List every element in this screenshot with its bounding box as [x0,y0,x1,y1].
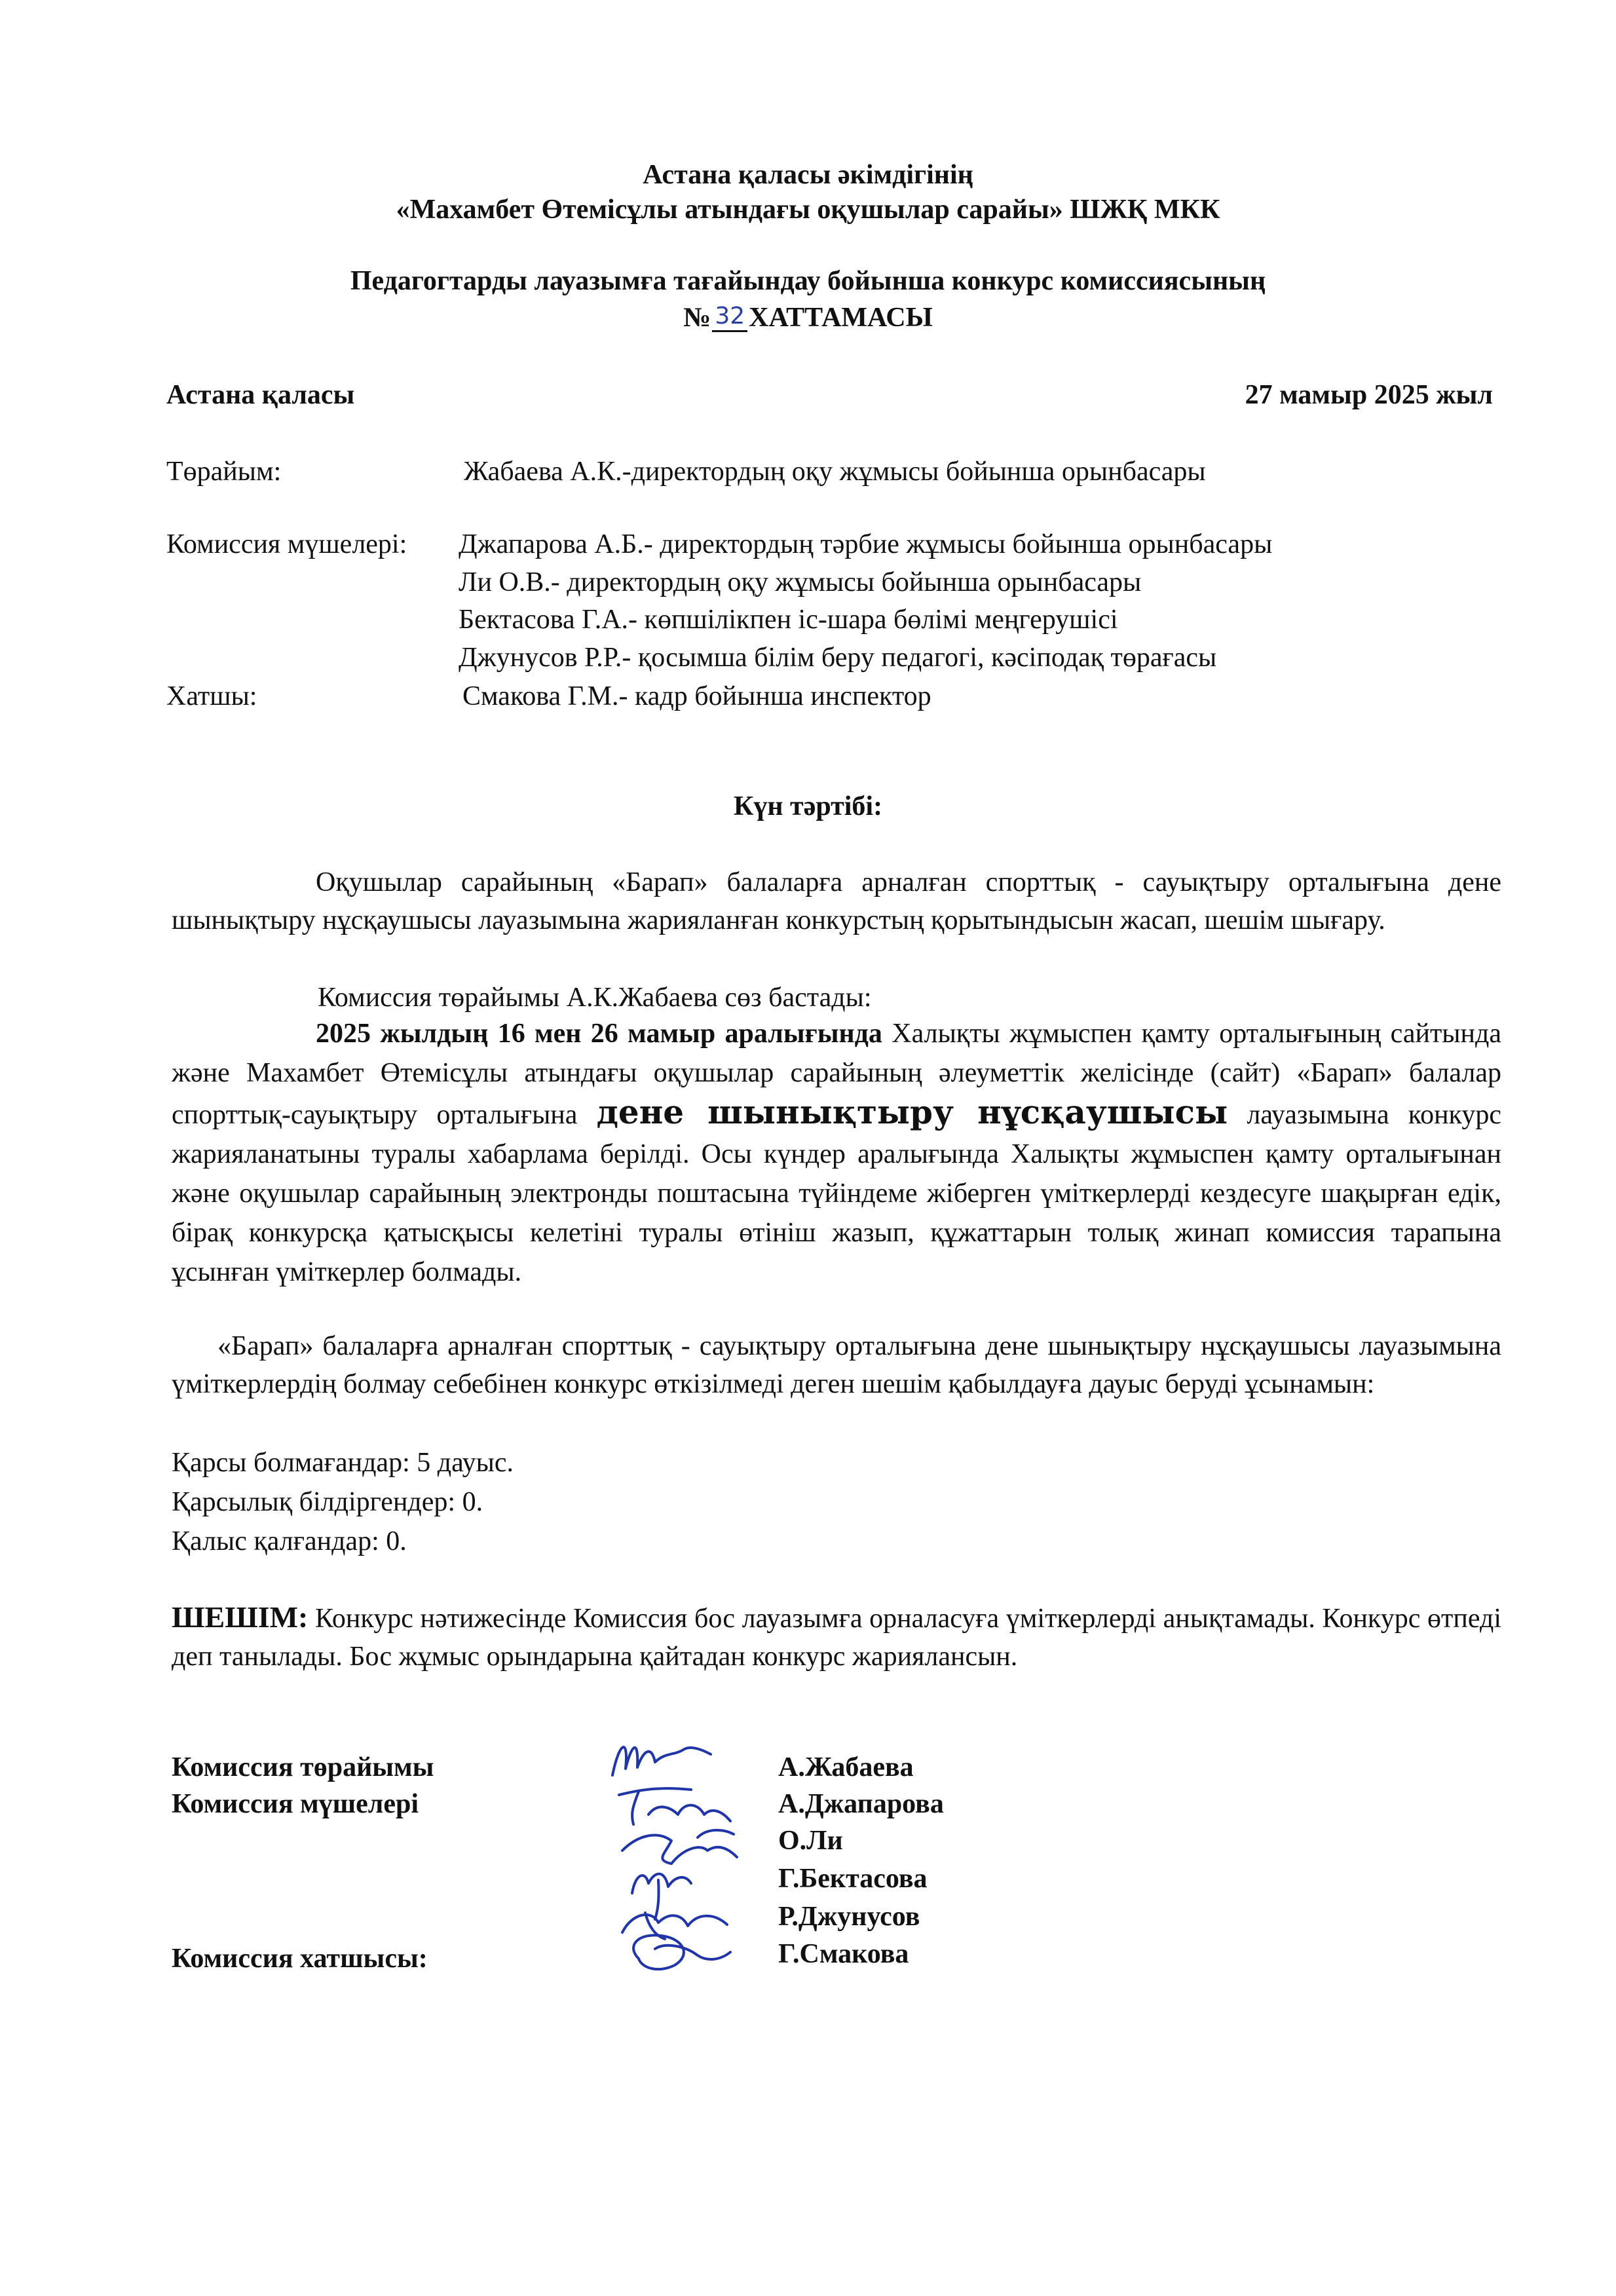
protocol-number-sign: № [683,303,711,333]
signature-mark [612,1747,711,1775]
chair-label: Төрайым: [166,457,282,487]
vote-against: Қарсылық білдіргендер: 0. [172,1487,483,1517]
signature-mark [622,1830,737,1864]
position-name: дене шынықтыру нұсқаушысы [596,1093,1228,1131]
signatory-name: Г.Бектасова [778,1864,928,1894]
signature-mark [633,1935,730,1969]
commission-title: Педагогтарды лауазымға тағайындау бойынша конкурс комиссиясының [350,266,1266,296]
decision-label: ШЕШІМ: [172,1600,309,1634]
protocol-title [0,301,1616,335]
org-name-line-1: Астана қаласы әкімдігінің [643,160,973,190]
secretary-value: Смакова Г.М.- кадр бойынша инспектор [462,681,931,711]
vote-abstain: Қалыс қалғандар: 0. [172,1526,407,1556]
body-paragraph-1 [172,1014,1501,1292]
body-paragraph-2: «Барап» балаларға арналған спорттық - сауықтыру орталығына дене шынықтыру нұсқаушысы лауазымына үміткерлердің болмау себебінен конкурс өткізілмеді деген шешім қабылдауға дауыс беруді ұсынамын: [172,1331,1501,1399]
chair-value: Жабаева А.К.-директордың оқу жұмысы бойынша орынбасары [464,457,1206,487]
signatory-name: О.Ли [778,1826,843,1856]
agenda-title: Күн тәртібі: [733,791,883,821]
protocol-number: 32 [712,302,747,332]
agenda-item: Оқушылар сарайының «Барап» балаларға арналған спорттық - сауықтыру орталығына дене шынықтыру нұсқаушысы лауазымына жарияланған конкурстың қорытындысын жасап, шешім шығару. [172,867,1501,935]
body-text: лауазымына конкурс жарияланатыны туралы хабарлама берілді. Осы күндер аралығында Халықты жұмыспен қамту орталығынан және оқушылар сарайының электронды поштасына түйіндеме жіберген үміткерлерді кездесуге шақырған едік, бірақ конкурсқа қатысқысы келетіні туралы өтініш жазып, құжаттарын толық жинап комиссия тарапына ұсынған үміткерлер болмады. [172,1100,1502,1287]
member-item: Джунусов Р.Р.- қосымша білім беру педагогі, кәсіподақ төрағасы [459,643,1217,673]
signature-mark [632,1874,691,1919]
signature-mark [622,1913,727,1939]
signature-secretary-label: Комиссия хатшысы: [172,1944,428,1974]
signature-chair-label: Комиссия төрайымы [172,1752,434,1782]
date: 27 мамыр 2025 жыл [1245,380,1493,410]
signatory-name: А.Джапарова [778,1789,944,1819]
place: Астана қаласы [166,380,355,410]
announcement-period: 2025 жылдың 16 мен 26 мамыр аралығында [316,1019,882,1049]
secretary-label: Хатшы: [166,681,257,711]
body-text: Халықты жұмыспен қамту орталығының сайтында және Махамбет Өтемісұлы атындағы оқушылар сарайының әлеуметтік желісінде (сайт) «Барап» балалар спорттық-сауықтыру орталығына [172,1019,1501,1130]
protocol-word: ХАТТАМАСЫ [749,303,933,333]
member-item: Джапарова А.Б.- директордың тәрбие жұмысы бойынша орынбасары [459,529,1273,559]
member-item: Ли О.В.- директордың оқу жұмысы бойынша орынбасары [459,567,1142,597]
decision-text: Конкурс нәтижесінде Комиссия бос лауазымға орналасуға үміткерлерді анықтамады. Конкурс өтпеді деп танылады. Бос жұмыс орындарына қайтадан конкурс жариялансын. [172,1604,1501,1672]
member-item: Бектасова Г.А.- көпшілікпен іс-шара бөлімі меңгерушісі [459,605,1118,635]
agenda-speaker: Комиссия төрайымы А.К.Жабаева сөз бастады: [318,983,872,1013]
handwritten-signatures [593,1716,789,1978]
signatory-name: Р.Джунусов [778,1902,920,1932]
signatory-name: Г.Смакова [778,1939,909,1969]
decision-paragraph [172,1598,1501,1676]
signature-mark [619,1788,730,1824]
signatory-name: А.Жабаева [778,1752,914,1782]
org-name-line-2: «Махамбет Өтемісұлы атындағы оқушылар сарайы» ШЖҚ МКК [396,195,1220,225]
members-label: Комиссия мүшелері: [166,529,407,559]
vote-for: Қарсы болмағандар: 5 дауыс. [172,1448,514,1478]
signature-members-label: Комиссия мүшелері [172,1789,419,1819]
